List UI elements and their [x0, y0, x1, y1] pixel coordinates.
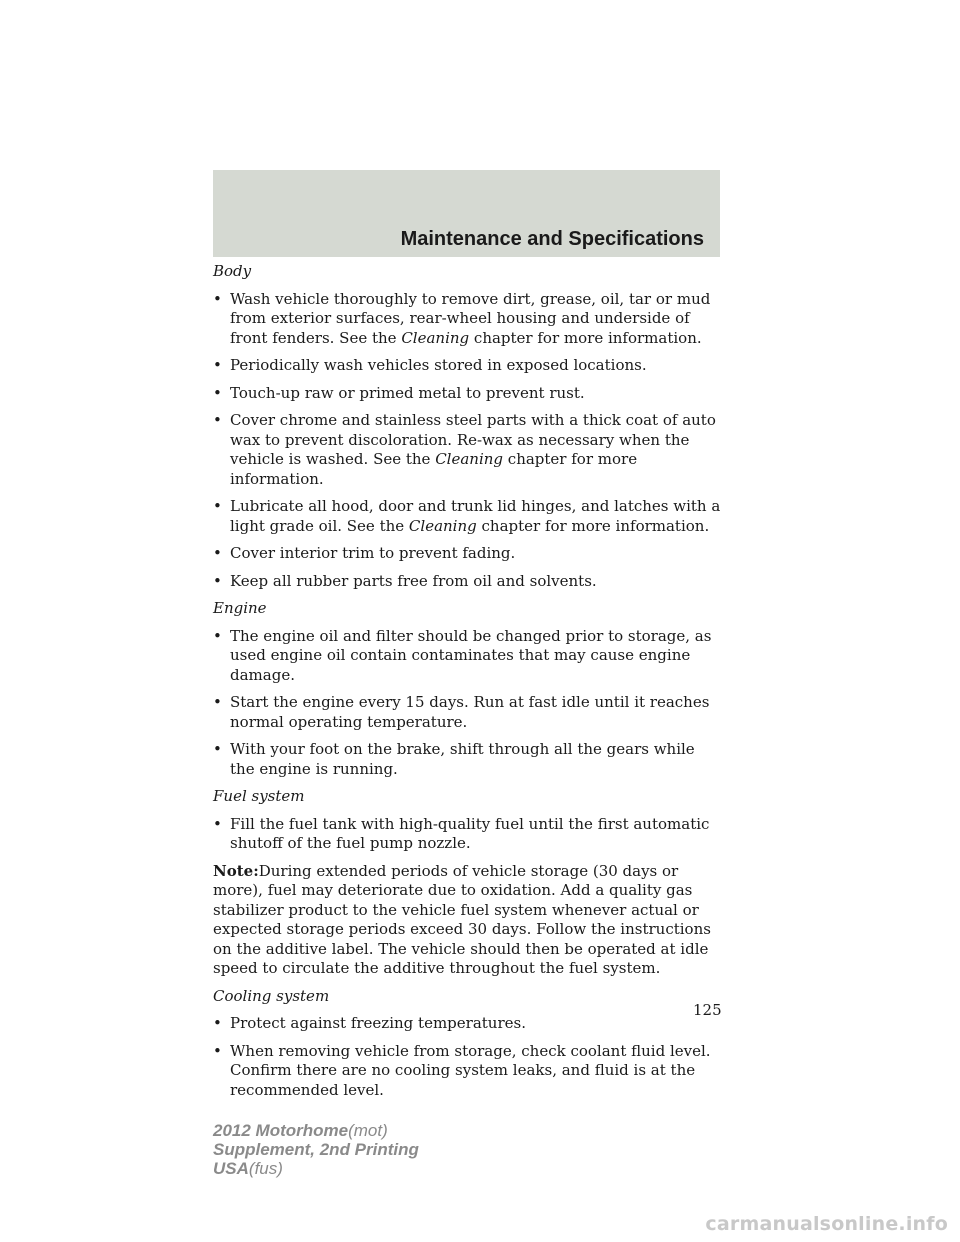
- bullet-icon: •: [213, 1041, 222, 1060]
- bullet-icon: •: [213, 497, 222, 515]
- bullet-icon: •: [213, 814, 222, 833]
- bullet-icon: •: [213, 356, 222, 374]
- bullet-icon: •: [213, 740, 222, 758]
- list-item: • Lubricate all hood, door and trunk lid hinges, and latches with a light grade oil. See the Cleaning chapter for more information.: [213, 497, 721, 535]
- footer-market: USA: [213, 1159, 249, 1178]
- watermark: carmanualsonline.info: [705, 1213, 948, 1235]
- bullet-icon: •: [213, 693, 222, 711]
- document-footer: [213, 1121, 419, 1178]
- subheading-fuel-system: Fuel system: [213, 787, 305, 805]
- bullet-icon: •: [213, 626, 222, 645]
- list-item: • With your foot on the brake, shift through all the gears while the engine is running.: [213, 740, 695, 778]
- list-item: • Periodically wash vehicles stored in exposed locations.: [213, 356, 647, 374]
- footer-model-code: (mot): [348, 1121, 388, 1140]
- list-item: • When removing vehicle from storage, check coolant fluid level. Confirm there are no cooling system leaks, and fluid is at the recommended level.: [213, 1041, 711, 1099]
- list-item: • Keep all rubber parts free from oil and solvents.: [213, 571, 597, 590]
- chapter-reference: Cleaning: [435, 450, 504, 468]
- bullet-icon: •: [213, 411, 222, 429]
- list-item: • The engine oil and filter should be changed prior to storage, as used engine oil contain contaminates that may cause engine damage.: [213, 626, 712, 684]
- chapter-reference: Cleaning: [401, 328, 470, 347]
- bullet-icon: •: [213, 571, 222, 590]
- list-item: • Cover chrome and stainless steel parts with a thick coat of auto wax to prevent discoloration. Re-wax as necessary when the vehicle is washed. See the Cleaning chapter for more information.: [213, 411, 716, 488]
- footer-printing: Supplement, 2nd Printing: [213, 1140, 419, 1159]
- list-item: • Cover interior trim to prevent fading.: [213, 544, 516, 562]
- footer-model: 2012 Motorhome: [213, 1121, 349, 1140]
- subheading-body: Body: [213, 262, 252, 280]
- list-item: • Protect against freezing temperatures.: [213, 1014, 526, 1032]
- section-header-band: [213, 170, 720, 257]
- note-label: Note:: [213, 861, 259, 880]
- section-title: Maintenance and Specifications: [400, 228, 704, 250]
- bullet-icon: •: [213, 383, 222, 402]
- page-number: 125: [693, 1001, 722, 1019]
- bullet-icon: •: [213, 289, 222, 308]
- page-content: [213, 262, 723, 1108]
- footer-market-code: (fus): [248, 1159, 283, 1178]
- subheading-cooling-system: Cooling system: [213, 986, 330, 1005]
- chapter-reference: Cleaning: [408, 516, 477, 535]
- list-item: • Touch-up raw or primed metal to prevent rust.: [213, 383, 585, 402]
- list-item: • Wash vehicle thoroughly to remove dirt, grease, oil, tar or mud from exterior surfaces, rear-wheel housing and underside of front fenders. See the Cleaning chapter for more information.: [213, 289, 711, 347]
- bullet-icon: •: [213, 544, 222, 562]
- list-item: • Fill the fuel tank with high-quality fuel until the first automatic shutoff of the fuel pump nozzle.: [213, 814, 710, 852]
- subheading-engine: Engine: [213, 599, 267, 617]
- bullet-icon: •: [213, 1014, 222, 1032]
- note-paragraph: Note:During extended periods of vehicle storage (30 days or more), fuel may deteriorate due to oxidation. Add a quality gas stabilizer product to the vehicle fuel system whenever actual or expected storage periods exceed 30 days. Follow the instructions on the additive label. The vehicle should then be operated at idle speed to circulate the additive throughout the fuel system.: [213, 861, 711, 977]
- list-item: • Start the engine every 15 days. Run at fast idle until it reaches normal operating temperature.: [213, 693, 710, 731]
